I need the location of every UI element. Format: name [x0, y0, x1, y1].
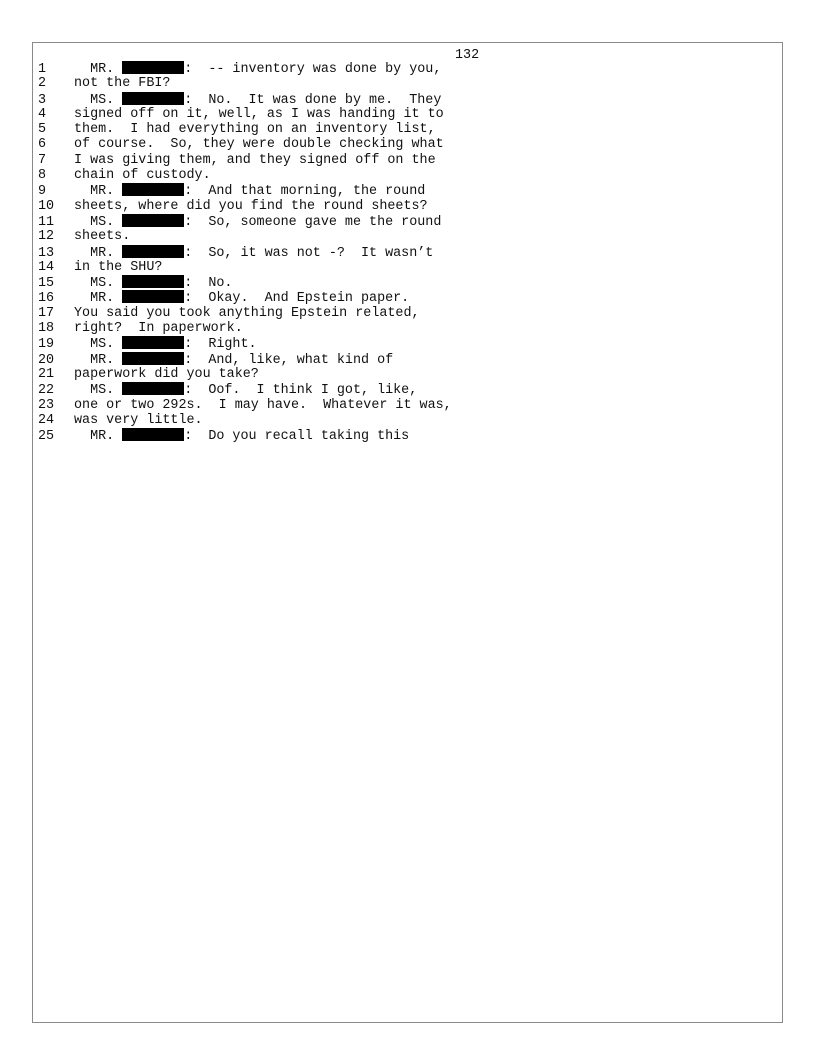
transcript-line — [38, 61, 452, 76]
line-number: 6 — [38, 137, 47, 153]
transcript-line — [38, 137, 452, 152]
line-text: MR. — [74, 352, 123, 368]
line-number: 5 — [38, 122, 47, 138]
transcript-line — [38, 306, 452, 321]
transcript-line — [38, 122, 452, 137]
line-text: sheets, where did you find the round sheets? — [74, 198, 428, 214]
line-number: 15 — [38, 276, 55, 292]
transcript-line — [38, 168, 452, 183]
line-text: was very little. — [74, 412, 203, 428]
line-text-continued: : So, someone gave me the round — [184, 214, 442, 230]
line-text-continued: : And that morning, the round — [184, 184, 426, 200]
transcript-line — [38, 229, 452, 244]
line-text-continued: : So, it was not -? It wasn’t — [184, 245, 434, 261]
line-text-continued: : Do you recall taking this — [184, 429, 410, 445]
line-text: in the SHU? — [74, 259, 163, 275]
line-text-continued: : Oof. I think I got, like, — [184, 383, 418, 399]
redaction-box — [122, 61, 184, 74]
line-number: 8 — [38, 168, 47, 184]
transcript-line — [38, 183, 452, 198]
line-text: MS. — [74, 92, 123, 108]
line-text-continued: : Right. — [184, 337, 257, 353]
line-text: of course. So, they were double checking what — [74, 137, 444, 153]
transcript-line — [38, 367, 452, 382]
line-number: 4 — [38, 106, 47, 122]
transcript-line — [38, 275, 452, 290]
line-text: chain of custody. — [74, 168, 211, 184]
redaction-box — [122, 183, 184, 196]
redaction-box — [122, 214, 184, 227]
transcript-line — [38, 260, 452, 275]
line-number: 16 — [38, 291, 55, 307]
line-text: MR. — [74, 245, 123, 261]
line-text: MR. — [74, 291, 123, 307]
transcript-line — [38, 352, 452, 367]
line-number: 10 — [38, 198, 55, 214]
transcript-line — [38, 153, 452, 168]
line-number: 20 — [38, 352, 55, 368]
transcript-line — [38, 92, 452, 107]
transcript-line — [38, 214, 452, 229]
line-number: 23 — [38, 397, 55, 413]
line-number: 24 — [38, 412, 55, 428]
line-text: signed off on it, well, as I was handing it to — [74, 106, 444, 122]
transcript-line — [38, 336, 452, 351]
line-text: MS. — [74, 383, 123, 399]
line-text: them. I had everything on an inventory list, — [74, 122, 436, 138]
line-text-continued: : No. — [184, 276, 233, 292]
line-number: 1 — [38, 62, 47, 77]
line-number: 3 — [38, 92, 47, 108]
redaction-box — [122, 352, 184, 365]
line-text: MR. — [74, 62, 123, 77]
redaction-box — [122, 92, 184, 105]
line-number: 14 — [38, 259, 55, 275]
line-text: sheets. — [74, 229, 131, 245]
line-text: paperwork did you take? — [74, 366, 259, 382]
line-number: 9 — [38, 184, 47, 200]
transcript-line — [38, 398, 452, 413]
transcript-line — [38, 382, 452, 397]
redaction-box — [122, 290, 184, 303]
line-text: MR. — [74, 429, 123, 445]
line-number: 13 — [38, 245, 55, 261]
line-text: MS. — [74, 337, 123, 353]
line-number: 18 — [38, 321, 55, 337]
line-text-continued: : Okay. And Epstein paper. — [184, 291, 410, 307]
transcript-line — [38, 199, 452, 214]
line-number: 22 — [38, 383, 55, 399]
transcript-line — [38, 413, 452, 428]
line-number: 21 — [38, 366, 55, 382]
transcript-line — [38, 107, 452, 122]
line-number: 11 — [38, 214, 55, 230]
line-text: not the FBI? — [74, 76, 171, 92]
line-text: MS. — [74, 276, 123, 292]
redaction-box — [122, 382, 184, 395]
line-text: one or two 292s. I may have. Whatever it was, — [74, 397, 452, 413]
transcript-line — [38, 290, 452, 305]
redaction-box — [122, 428, 184, 441]
line-number: 17 — [38, 305, 55, 321]
page-number: 132 — [455, 48, 480, 63]
line-text-continued: : And, like, what kind of — [184, 352, 394, 368]
transcript-lines — [38, 61, 452, 443]
transcript-line — [38, 245, 452, 260]
line-number: 25 — [38, 429, 55, 445]
line-text: You said you took anything Epstein related, — [74, 305, 420, 321]
line-number: 2 — [38, 76, 47, 92]
transcript-line — [38, 428, 452, 443]
line-number: 7 — [38, 152, 47, 168]
line-text: I was giving them, and they signed off on the — [74, 152, 436, 168]
line-number: 19 — [38, 337, 55, 353]
line-text: MR. — [74, 184, 123, 200]
line-text-continued: : -- inventory was done by you, — [184, 62, 442, 77]
line-text: right? In paperwork. — [74, 321, 243, 337]
redaction-box — [122, 336, 184, 349]
transcript-line — [38, 321, 452, 336]
line-text-continued: : No. It was done by me. They — [184, 92, 442, 108]
transcript-line — [38, 76, 452, 91]
redaction-box — [122, 245, 184, 258]
line-text: MS. — [74, 214, 123, 230]
redaction-box — [122, 275, 184, 288]
line-number: 12 — [38, 229, 55, 245]
